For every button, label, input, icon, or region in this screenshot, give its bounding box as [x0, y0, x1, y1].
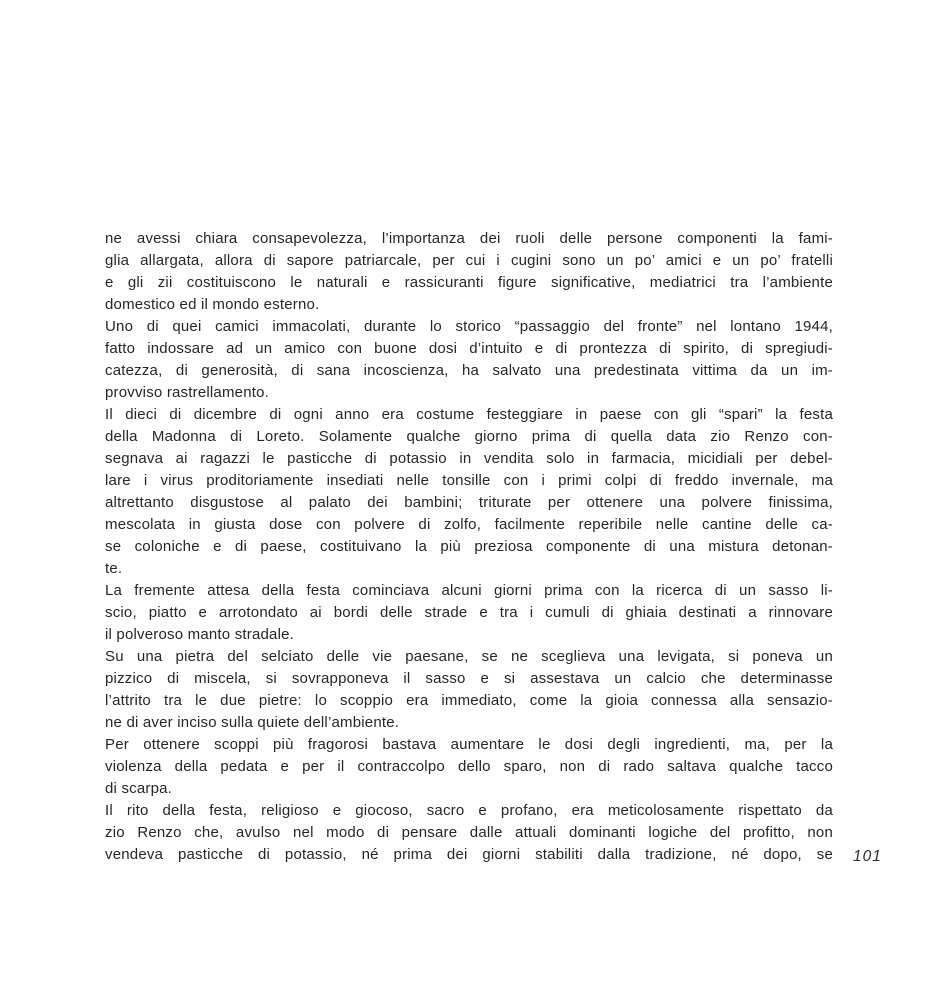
text-line: Il rito della festa, religioso e giocoso, sacro e profano, era meticolosamente rispettato da — [105, 802, 833, 819]
text-line: ne avessi chiara consapevolezza, l’importanza dei ruoli delle persone componenti la fami- — [105, 230, 833, 247]
text-line: lare i virus proditoriamente insediati nelle tonsille con i primi colpi di freddo invernale, ma — [105, 472, 833, 489]
page-text — [105, 228, 833, 866]
text-line: ne di aver inciso sulla quiete dell’ambiente. — [105, 714, 400, 731]
paragraph — [105, 800, 833, 866]
text-line: La fremente attesa della festa cominciava alcuni giorni prima con la ricerca di un sasso li- — [105, 582, 833, 599]
text-line: Per ottenere scoppi più fragorosi bastava aumentare le dosi degli ingredienti, ma, per la — [105, 736, 833, 753]
text-line: se coloniche e di paese, costituivano la più preziosa componente di una mistura detonan- — [105, 538, 833, 555]
text-line: Su una pietra del selciato delle vie paesane, se ne sceglieva una levigata, si poneva un — [105, 648, 833, 665]
text-line: pizzico di miscela, si sovrapponeva il sasso e si assestava un calcio che determinasse — [105, 670, 833, 687]
paragraph — [105, 580, 833, 646]
text-line: l’attrito tra le due pietre: lo scoppio era immediato, come la gioia connessa alla sensazio- — [105, 692, 833, 709]
text-line: e gli zii costituiscono le naturali e rassicuranti figure significative, mediatrici tra l’ambiente — [105, 274, 833, 291]
text-line: altrettanto disgustose al palato dei bambini; triturate per ottenere una polvere finissima, — [105, 494, 833, 511]
text-line: scio, piatto e arrotondato ai bordi delle strade e tra i cumuli di ghiaia destinati a rinnovare — [105, 604, 833, 621]
text-line: glia allargata, allora di sapore patriarcale, per cui i cugini sono un po’ amici e un po’ fratelli — [105, 252, 833, 269]
text-line: provviso rastrellamento. — [105, 384, 270, 401]
paragraph — [105, 316, 833, 404]
text-line: zio Renzo che, avulso nel modo di pensare dalle attuali dominanti logiche del profitto, non — [105, 824, 833, 841]
text-line: violenza della pedata e per il contraccolpo dello sparo, non di rado saltava qualche tacco — [105, 758, 833, 775]
paragraph — [105, 404, 833, 580]
text-line: domestico ed il mondo esterno. — [105, 296, 320, 313]
text-line: catezza, di generosità, di sana incoscienza, ha salvato una predestinata vittima da un im- — [105, 362, 833, 379]
text-line: della Madonna di Loreto. Solamente qualche giorno prima di quella data zio Renzo con- — [105, 428, 833, 445]
paragraph — [105, 734, 833, 800]
paragraph — [105, 646, 833, 734]
text-line: Il dieci di dicembre di ogni anno era costume festeggiare in paese con gli “spari” la festa — [105, 406, 833, 423]
text-line: il polveroso manto stradale. — [105, 626, 295, 643]
paragraph — [105, 228, 833, 316]
page-number: 101 — [853, 848, 882, 865]
text-line: fatto indossare ad un amico con buone dosi d’intuito e di prontezza di spirito, di spregiudi- — [105, 340, 833, 357]
text-line: vendeva pasticche di potassio, né prima dei giorni stabiliti dalla tradizione, né dopo, se — [105, 846, 833, 863]
text-line: te. — [105, 560, 123, 577]
text-line: di scarpa. — [105, 780, 173, 797]
text-line: mescolata in giusta dose con polvere di zolfo, facilmente reperibile nelle cantine delle ca- — [105, 516, 833, 533]
text-line: Uno di quei camici immacolati, durante lo storico “passaggio del fronte” nel lontano 1944, — [105, 318, 833, 335]
text-line: segnava ai ragazzi le pasticche di potassio in vendita solo in farmacia, micidiali per debel- — [105, 450, 833, 467]
